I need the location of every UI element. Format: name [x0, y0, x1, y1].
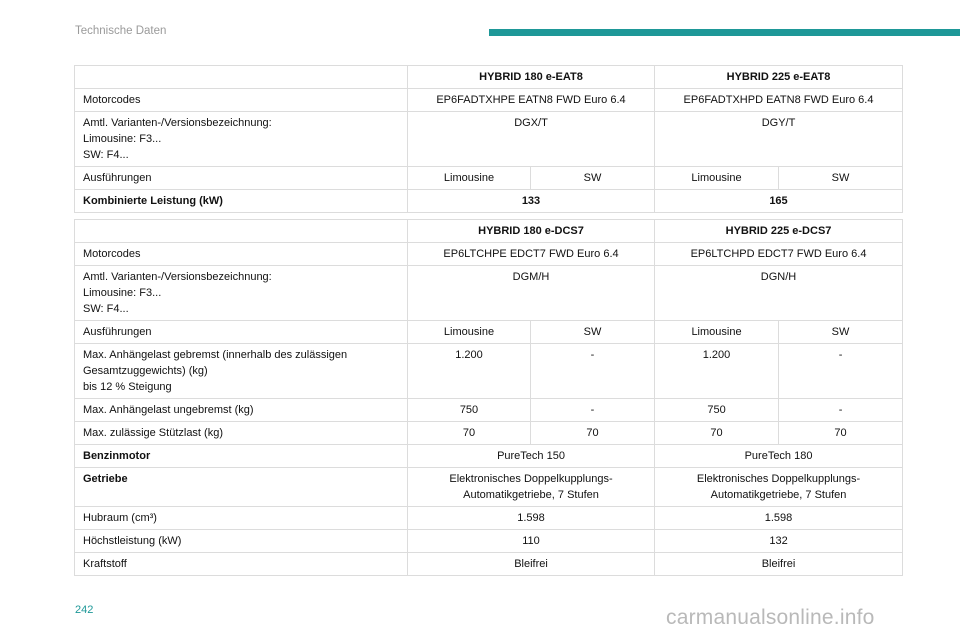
cell-value: EP6LTCHPD EDCT7 FWD Euro 6.4	[655, 243, 903, 266]
cell-value: 70	[779, 422, 903, 445]
cell-value: DGN/H	[655, 266, 903, 321]
cell-value: 110	[408, 530, 655, 553]
table-row	[75, 266, 903, 321]
spec-table-eat8	[74, 65, 903, 213]
cell-value: 70	[655, 422, 779, 445]
cell-value	[655, 468, 903, 507]
label-line: Gesamtzuggewichts) (kg)	[83, 365, 208, 377]
cell-value: 1.200	[408, 344, 531, 399]
cell-value: SW	[531, 321, 655, 344]
row-label-stuetzlast: Max. zulässige Stützlast (kg)	[75, 422, 408, 445]
table-row	[75, 89, 903, 112]
cell-value: PureTech 150	[408, 445, 655, 468]
cell-value: SW	[779, 167, 903, 190]
row-label-variants	[75, 266, 408, 321]
table-row	[75, 321, 903, 344]
row-label-getriebe: Getriebe	[75, 468, 408, 507]
header-accent-bar	[489, 29, 960, 36]
row-label-ausfuehrungen: Ausführungen	[75, 321, 408, 344]
cell-value: 70	[531, 422, 655, 445]
label-line: bis 12 % Steigung	[83, 381, 172, 393]
header-hybrid-180-eat8: HYBRID 180 e-EAT8	[408, 66, 655, 89]
cell-value	[408, 468, 655, 507]
row-label-anhaenge-ungebremst: Max. Anhängelast ungebremst (kg)	[75, 399, 408, 422]
table-row	[75, 112, 903, 167]
table-row	[75, 399, 903, 422]
cell-value: EP6FADTXHPD EATN8 FWD Euro 6.4	[655, 89, 903, 112]
header-hybrid-180-dcs7: HYBRID 180 e-DCS7	[408, 220, 655, 243]
cell-value: -	[531, 344, 655, 399]
cell-value: 133	[408, 190, 655, 213]
value-line: Automatikgetriebe, 7 Stufen	[463, 489, 599, 501]
row-label-kraftstoff: Kraftstoff	[75, 553, 408, 576]
table-row	[75, 344, 903, 399]
table-row	[75, 530, 903, 553]
table-row	[75, 190, 903, 213]
cell-value: DGM/H	[408, 266, 655, 321]
cell-value: -	[779, 344, 903, 399]
cell-value: Limousine	[655, 167, 779, 190]
label-line: Limousine: F3...	[83, 133, 162, 145]
header-empty-cell	[75, 220, 408, 243]
cell-value: 750	[408, 399, 531, 422]
label-line: Max. Anhängelast gebremst (innerhalb des zulässigen	[83, 349, 348, 361]
row-label-variants	[75, 112, 408, 167]
header-hybrid-225-eat8: HYBRID 225 e-EAT8	[655, 66, 903, 89]
label-line: SW: F4...	[83, 303, 129, 315]
table-row	[75, 422, 903, 445]
cell-value: 1.598	[655, 507, 903, 530]
cell-value: DGY/T	[655, 112, 903, 167]
spec-table-dcs7	[74, 219, 903, 576]
row-label-leistung: Kombinierte Leistung (kW)	[75, 190, 408, 213]
row-label-benzinmotor: Benzinmotor	[75, 445, 408, 468]
table-row	[75, 243, 903, 266]
value-line: Automatikgetriebe, 7 Stufen	[710, 489, 847, 501]
row-label-ausfuehrungen: Ausführungen	[75, 167, 408, 190]
table-row	[75, 507, 903, 530]
cell-value: 750	[655, 399, 779, 422]
label-line: Limousine: F3...	[83, 287, 162, 299]
header-hybrid-225-dcs7: HYBRID 225 e-DCS7	[655, 220, 903, 243]
page-number: 242	[75, 604, 94, 616]
table-row	[75, 167, 903, 190]
value-line: Elektronisches Doppelkupplungs-	[449, 473, 613, 485]
cell-value: SW	[779, 321, 903, 344]
label-line: Amtl. Varianten-/Versionsbezeichnung:	[83, 271, 272, 283]
table-row	[75, 468, 903, 507]
cell-value: EP6FADTXHPE EATN8 FWD Euro 6.4	[408, 89, 655, 112]
cell-value: DGX/T	[408, 112, 655, 167]
cell-value: 132	[655, 530, 903, 553]
cell-value: Limousine	[655, 321, 779, 344]
cell-value: EP6LTCHPE EDCT7 FWD Euro 6.4	[408, 243, 655, 266]
value-line: Elektronisches Doppelkupplungs-	[696, 473, 861, 485]
label-line: SW: F4...	[83, 149, 129, 161]
cell-value: 70	[408, 422, 531, 445]
cell-value: SW	[531, 167, 655, 190]
cell-value: 165	[655, 190, 903, 213]
cell-value: Limousine	[408, 167, 531, 190]
cell-value: Bleifrei	[655, 553, 903, 576]
cell-value: 1.200	[655, 344, 779, 399]
section-title: Technische Daten	[75, 25, 167, 37]
cell-value: 1.598	[408, 507, 655, 530]
label-line: Amtl. Varianten-/Versionsbezeichnung:	[83, 117, 272, 129]
row-label-hoechstleistung: Höchstleistung (kW)	[75, 530, 408, 553]
cell-value: -	[779, 399, 903, 422]
cell-value: PureTech 180	[655, 445, 903, 468]
row-label-hubraum: Hubraum (cm³)	[75, 507, 408, 530]
cell-value: Bleifrei	[408, 553, 655, 576]
table-row	[75, 445, 903, 468]
table-header-row	[75, 220, 903, 243]
watermark: carmanualsonline.info	[666, 606, 875, 629]
table-row	[75, 553, 903, 576]
header-empty-cell	[75, 66, 408, 89]
table-header-row	[75, 66, 903, 89]
row-label-anhaenge-gebremst	[75, 344, 408, 399]
row-label-motorcodes: Motorcodes	[75, 89, 408, 112]
cell-value: -	[531, 399, 655, 422]
cell-value: Limousine	[408, 321, 531, 344]
row-label-motorcodes: Motorcodes	[75, 243, 408, 266]
